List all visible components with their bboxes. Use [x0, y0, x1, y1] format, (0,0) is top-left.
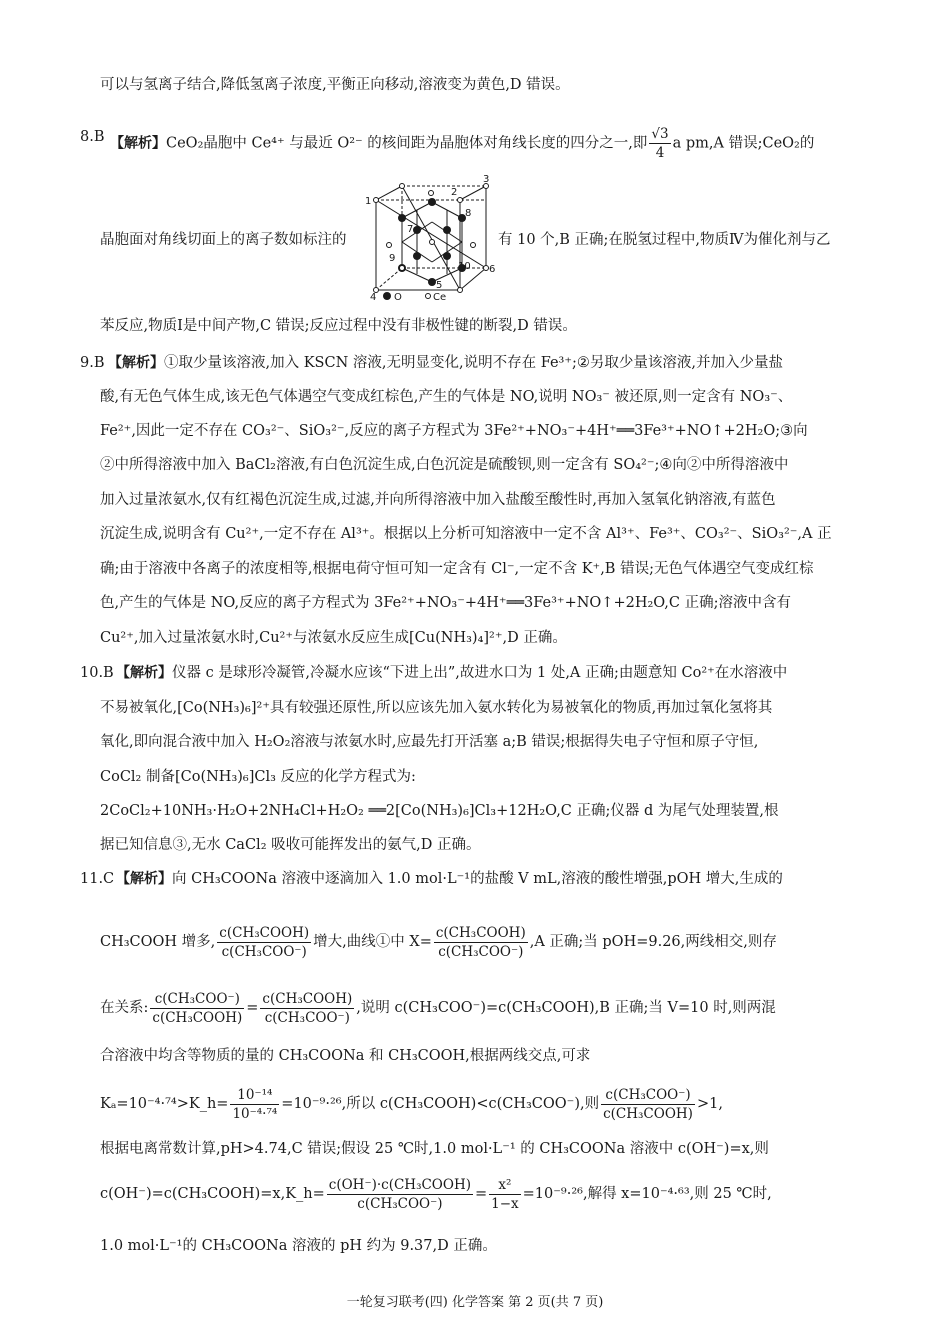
fraction-numerator: c(CH₃COOH) — [435, 924, 526, 941]
label-4: 4 — [370, 292, 377, 303]
text-line: 确;由于溶液中各离子的浓度相等,根据电荷守恒可知一定含有 Cl⁻,一定不含 K⁺,B 错误;无色气体遇空气变成红棕 — [100, 561, 814, 577]
label-9: 9 — [389, 253, 396, 264]
fraction-denominator: 10⁻⁴·⁷⁴ — [232, 1105, 278, 1122]
fraction — [601, 1086, 695, 1123]
analysis-tag: 【解析】 — [116, 665, 172, 681]
text-span: =10⁻⁹·²⁶,所以 c(CH₃COOH)<c(CH₃COO⁻),则 — [281, 1096, 600, 1112]
fraction-denominator: c(CH₃COO⁻) — [264, 1009, 350, 1026]
text-line: Cu²⁺,加入过量浓氨水时,Cu²⁺与浓氨水反应生成[Cu(NH₃)₄]²⁺,D 正确。 — [100, 630, 567, 646]
text-line: 据已知信息③,无水 CaCl₂ 吸收可能挥发出的氨气,D 正确。 — [100, 837, 481, 853]
text-line — [110, 125, 880, 162]
text-line: 合溶液中均含等物质的量的 CH₃COONa 和 CH₃COOH,根据两线交点,可求 — [100, 1048, 591, 1064]
fraction — [434, 924, 528, 961]
text-line: 有 10 个,B 正确;在脱氢过程中,物质Ⅳ为催化剂与乙 — [498, 232, 831, 248]
text-line — [116, 661, 870, 685]
text-line: 色,产生的气体是 NO,反应的离子方程式为 3Fe²⁺+NO₃⁻+4H⁺══3Fe³⁺+NO↑+2H₂O,C 正确;溶液中含有 — [100, 595, 792, 611]
text-line: ②中所得溶液中加入 BaCl₂溶液,有白色沉淀生成,白色沉淀是硫酸钡,则一定含有 SO₄²⁻;④向②中所得溶液中 — [100, 457, 789, 473]
text-line: 沉淀生成,说明含有 Cu²⁺,一定不存在 Al³⁺。根据以上分析可知溶液中一定不含 Al³⁺、Fe³⁺、CO₃²⁻、SiO₃²⁻,A 正 — [100, 526, 832, 542]
label-6: 6 — [489, 264, 496, 275]
legend-ce-marker — [426, 294, 431, 299]
text-span: ①取少量该溶液,加入 KSCN 溶液,无明显变化,说明不存在 Fe³⁺;②另取少量该溶液,并加入少量盐 — [164, 355, 784, 371]
fraction-denominator: 4 — [655, 145, 665, 161]
text-span: CH₃COOH 增多, — [100, 934, 216, 950]
fraction-numerator: x² — [489, 1176, 521, 1195]
text-line — [100, 920, 870, 968]
analysis-tag: 【解析】 — [108, 355, 164, 371]
fraction-numerator: c(OH⁻)·c(CH₃COOH) — [328, 1176, 471, 1193]
label-1: 1 — [365, 196, 372, 207]
fraction — [230, 1086, 279, 1123]
fraction — [150, 990, 244, 1027]
text-span: CeO₂晶胞中 Ce⁴⁺ 与最近 O²⁻ 的核间距为晶胞体对角线长度的四分之一,即 — [166, 135, 648, 152]
fraction-denominator: c(CH₃COOH) — [152, 1009, 243, 1026]
analysis-tag: 【解析】 — [110, 135, 166, 152]
text-line: 酸,有无色气体生成,该无色气体遇空气变成红棕色,产生的气体是 NO,说明 NO₃⁻ 被还原,则一定含有 NO₃⁻、 — [100, 389, 793, 405]
question-number: 10.B — [80, 665, 114, 681]
text-line: 1.0 mol·L⁻¹的 CH₃COONa 溶液的 pH 约为 9.37,D 正确。 — [100, 1238, 497, 1254]
text-span: >1, — [696, 1096, 723, 1112]
legend-o: O — [394, 292, 402, 303]
text-line: Fe²⁺,因此一定不存在 CO₃²⁻、SiO₃²⁻,反应的离子方程式为 3Fe²⁺+NO₃⁻+4H⁺══3Fe³⁺+NO↑+2H₂O;③向 — [100, 423, 808, 439]
fraction-denominator: c(CH₃COO⁻) — [438, 943, 524, 960]
fraction — [217, 924, 311, 961]
legend-o-marker — [383, 292, 391, 300]
text-line — [100, 1172, 870, 1220]
label-7: 7 — [407, 224, 414, 235]
text-line: CoCl₂ 制备[Co(NH₃)₆]Cl₃ 反应的化学方程式为: — [100, 769, 416, 785]
text-span: c(OH⁻)=c(CH₃COOH)=x,K_h= — [100, 1186, 325, 1202]
text-line — [100, 1082, 870, 1130]
fraction — [260, 990, 354, 1027]
text-line: 苯反应,物质Ⅰ是中间产物,C 错误;反应过程中没有非极性键的断裂,D 错误。 — [100, 318, 577, 334]
fraction-numerator: c(CH₃COO⁻) — [601, 1086, 695, 1105]
label-3: 3 — [483, 174, 490, 185]
fraction-denominator: c(CH₃COO⁻) — [221, 943, 307, 960]
text-line — [108, 351, 878, 375]
label-5: 5 — [436, 280, 443, 291]
text-line: 加入过量浓氨水,仅有红褐色沉淀生成,过滤,并向所得溶液中加入盐酸至酸性时,再加入氢氧化钠溶液,有蓝色 — [100, 492, 776, 508]
fraction-denominator: c(CH₃COO⁻) — [357, 1195, 443, 1212]
label-2: 2 — [451, 187, 458, 198]
text-line: 晶胞面对角线切面上的离子数如标注的 — [100, 232, 347, 248]
text-span: a pm,A 错误;CeO₂的 — [672, 135, 815, 152]
question-number: 11.C — [80, 871, 115, 887]
text-line — [116, 867, 870, 891]
text-span: ,A 正确;当 pOH=9.26,两线相交,则存 — [529, 934, 777, 950]
fraction-numerator: c(CH₃COO⁻) — [150, 990, 244, 1009]
label-10: 10 — [458, 261, 471, 272]
question-number: 9.B — [80, 355, 105, 371]
page-footer: 一轮复习联考(四) 化学答案 第 2 页(共 7 页) — [346, 1295, 604, 1310]
text-span: ,说明 c(CH₃COO⁻)=c(CH₃COOH),B 正确;当 V=10 时,则两混 — [356, 1000, 776, 1016]
fraction-numerator: √3 — [651, 126, 669, 142]
text-span: 仪器 c 是球形冷凝管,冷凝水应该“下进上出”,故进水口为 1 处,A 正确;由题意知 Co²⁺在水溶液中 — [172, 665, 788, 681]
fraction-numerator: c(CH₃COOH) — [262, 990, 353, 1007]
legend-ce: Ce — [433, 292, 447, 303]
text-span: =10⁻⁹·²⁶,解得 x=10⁻⁴·⁶³,则 25 ℃时, — [522, 1186, 772, 1202]
text-line: 不易被氧化,[Co(NH₃)₆]²⁺具有较强还原性,所以应该先加入氨水转化为易被氧化的物质,再加过氧化氢将其 — [100, 700, 773, 716]
text-span: 增大,曲线①中 X= — [313, 934, 432, 950]
fraction-denominator: 1−x — [491, 1195, 519, 1212]
fraction — [489, 1176, 521, 1213]
fraction-denominator: c(CH₃COOH) — [603, 1105, 693, 1122]
fraction-numerator: c(CH₃COOH) — [219, 924, 310, 941]
text-span: = — [246, 1000, 259, 1016]
text-span: Kₐ=10⁻⁴·⁷⁴>K_h= — [100, 1096, 229, 1112]
fraction-numerator: 10⁻¹⁴ — [230, 1086, 279, 1105]
crystal-cell-diagram — [362, 172, 502, 304]
text-line: 可以与氢离子结合,降低氢离子浓度,平衡正向移动,溶液变为黄色,D 错误。 — [100, 77, 570, 93]
text-line: 氧化,即向混合液中加入 H₂O₂溶液与浓氨水时,应最先打开活塞 a;B 错误;根据得失电子守恒和原子守恒, — [100, 734, 759, 750]
text-line — [100, 986, 870, 1034]
fraction — [649, 125, 670, 162]
text-span: 在关系: — [100, 1000, 149, 1016]
label-8: 8 — [465, 208, 472, 219]
text-span: = — [474, 1186, 488, 1202]
analysis-tag: 【解析】 — [116, 871, 172, 887]
fraction — [327, 1176, 473, 1213]
text-line: 根据电离常数计算,pH>4.74,C 错误;假设 25 ℃时,1.0 mol·L⁻¹ 的 CH₃COONa 溶液中 c(OH⁻)=x,则 — [100, 1141, 769, 1157]
question-number: 8.B — [80, 129, 105, 145]
text-span: 向 CH₃COONa 溶液中逐滴加入 1.0 mol·L⁻¹的盐酸 V mL,溶液的酸性增强,pOH 增大,生成的 — [172, 871, 783, 887]
text-line: 2CoCl₂+10NH₃·H₂O+2NH₄Cl+H₂O₂ ══2[Co(NH₃)₆]Cl₃+12H₂O,C 正确;仪器 d 为尾气处理装置,根 — [100, 803, 779, 819]
